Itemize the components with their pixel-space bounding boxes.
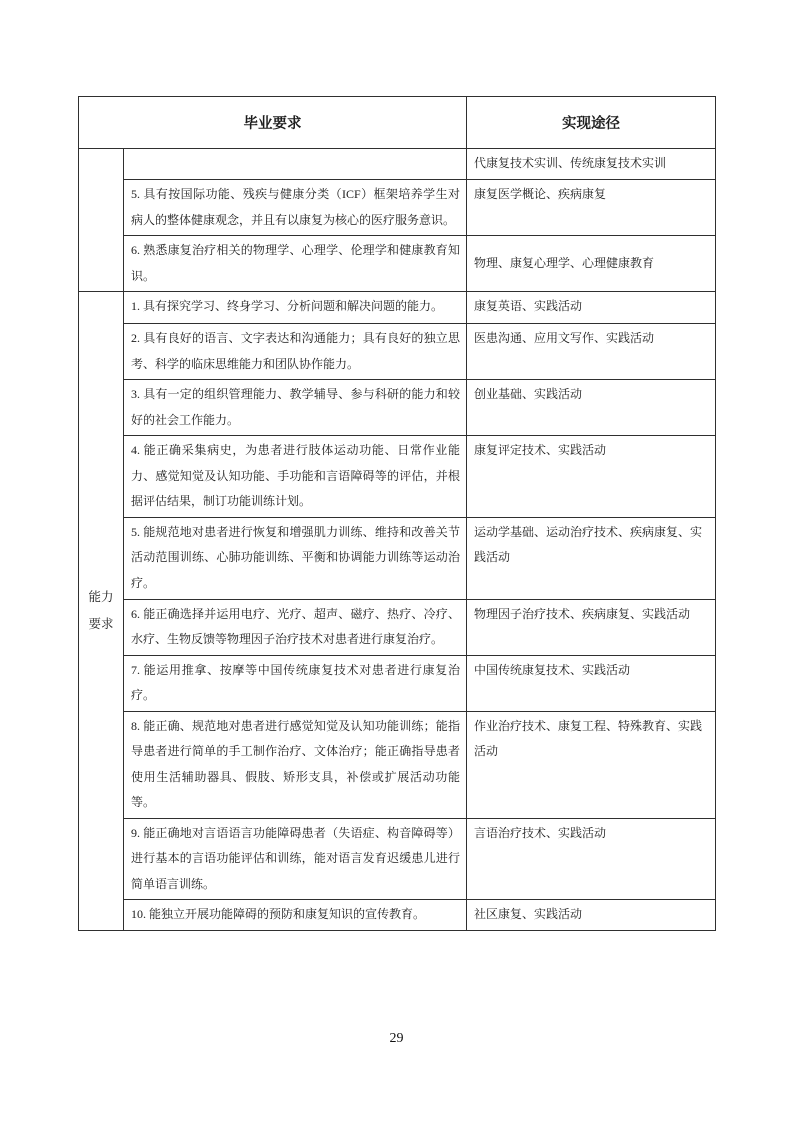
table-row — [79, 818, 716, 900]
section-label: 能力要求 — [88, 589, 114, 631]
document-page — [78, 96, 715, 931]
pathway-cell: 物理、康复心理学、心理健康教育 — [467, 236, 716, 292]
pathway-cell: 康复评定技术、实践活动 — [467, 436, 716, 518]
requirement-cell: 2. 具有良好的语言、文字表达和沟通能力；具有良好的独立思考、科学的临床思维能力和团队协作能力。 — [124, 324, 467, 380]
pathway-cell: 言语治疗技术、实践活动 — [467, 818, 716, 900]
requirement-cell: 6. 熟悉康复治疗相关的物理学、心理学、伦理学和健康教育知识。 — [124, 236, 467, 292]
requirement-cell: 5. 能规范地对患者进行恢复和增强肌力训练、维持和改善关节活动范围训练、心肺功能训练、平衡和协调能力训练等运动治疗。 — [124, 517, 467, 599]
table-row — [79, 236, 716, 292]
table-row — [79, 180, 716, 236]
requirement-cell: 8. 能正确、规范地对患者进行感觉知觉及认知功能训练；能指导患者进行简单的手工制作治疗、文体治疗；能正确指导患者使用生活辅助器具、假肢、矫形支具，补偿或扩展活动功能等。 — [124, 711, 467, 818]
graduation-requirements-table — [78, 96, 716, 931]
pathway-cell: 康复英语、实践活动 — [467, 292, 716, 324]
pathway-cell: 代康复技术实训、传统康复技术实训 — [467, 149, 716, 180]
requirement-cell: 4. 能正确采集病史，为患者进行肢体运动功能、日常作业能力、感觉知觉及认知功能、手功能和言语障碍等的评估，并根据评估结果，制订功能训练计划。 — [124, 436, 467, 518]
pathway-cell: 运动学基础、运动治疗技术、疾病康复、实践活动 — [467, 517, 716, 599]
requirement-cell: 10. 能独立开展功能障碍的预防和康复知识的宣传教育。 — [124, 900, 467, 931]
requirement-cell: 5. 具有按国际功能、残疾与健康分类（ICF）框架培养学生对病人的整体健康观念，并且有以康复为核心的医疗服务意识。 — [124, 180, 467, 236]
table-row — [79, 711, 716, 818]
table-row — [79, 380, 716, 436]
column-header-pathways: 实现途径 — [467, 97, 716, 149]
table-row — [79, 149, 716, 180]
page-number: 29 — [389, 1031, 404, 1046]
table-row — [79, 599, 716, 655]
table-row — [79, 436, 716, 518]
section-label-cell-ability — [79, 292, 124, 931]
pathway-cell: 医患沟通、应用文写作、实践活动 — [467, 324, 716, 380]
table-row — [79, 900, 716, 931]
table-row — [79, 655, 716, 711]
table-row — [79, 292, 716, 324]
pathway-cell: 中国传统康复技术、实践活动 — [467, 655, 716, 711]
table-row — [79, 517, 716, 599]
table-row — [79, 324, 716, 380]
requirement-cell: 1. 具有探究学习、终身学习、分析问题和解决问题的能力。 — [124, 292, 467, 324]
pathway-cell: 物理因子治疗技术、疾病康复、实践活动 — [467, 599, 716, 655]
requirement-cell: 9. 能正确地对言语语言功能障碍患者（失语症、构音障碍等）进行基本的言语功能评估和训练，能对语言发育迟缓患儿进行简单语言训练。 — [124, 818, 467, 900]
pathway-cell: 康复医学概论、疾病康复 — [467, 180, 716, 236]
table-header-row — [79, 97, 716, 149]
pathway-cell: 创业基础、实践活动 — [467, 380, 716, 436]
requirement-cell — [124, 149, 467, 180]
requirement-cell: 6. 能正确选择并运用电疗、光疗、超声、磁疗、热疗、冷疗、水疗、生物反馈等物理因子治疗技术对患者进行康复治疗。 — [124, 599, 467, 655]
pathway-cell: 社区康复、实践活动 — [467, 900, 716, 931]
section-label-cell-empty — [79, 149, 124, 292]
pathway-cell: 作业治疗技术、康复工程、特殊教育、实践活动 — [467, 711, 716, 818]
requirement-cell: 3. 具有一定的组织管理能力、教学辅导、参与科研的能力和较好的社会工作能力。 — [124, 380, 467, 436]
requirement-cell: 7. 能运用推拿、按摩等中国传统康复技术对患者进行康复治疗。 — [124, 655, 467, 711]
column-header-requirements: 毕业要求 — [79, 97, 467, 149]
